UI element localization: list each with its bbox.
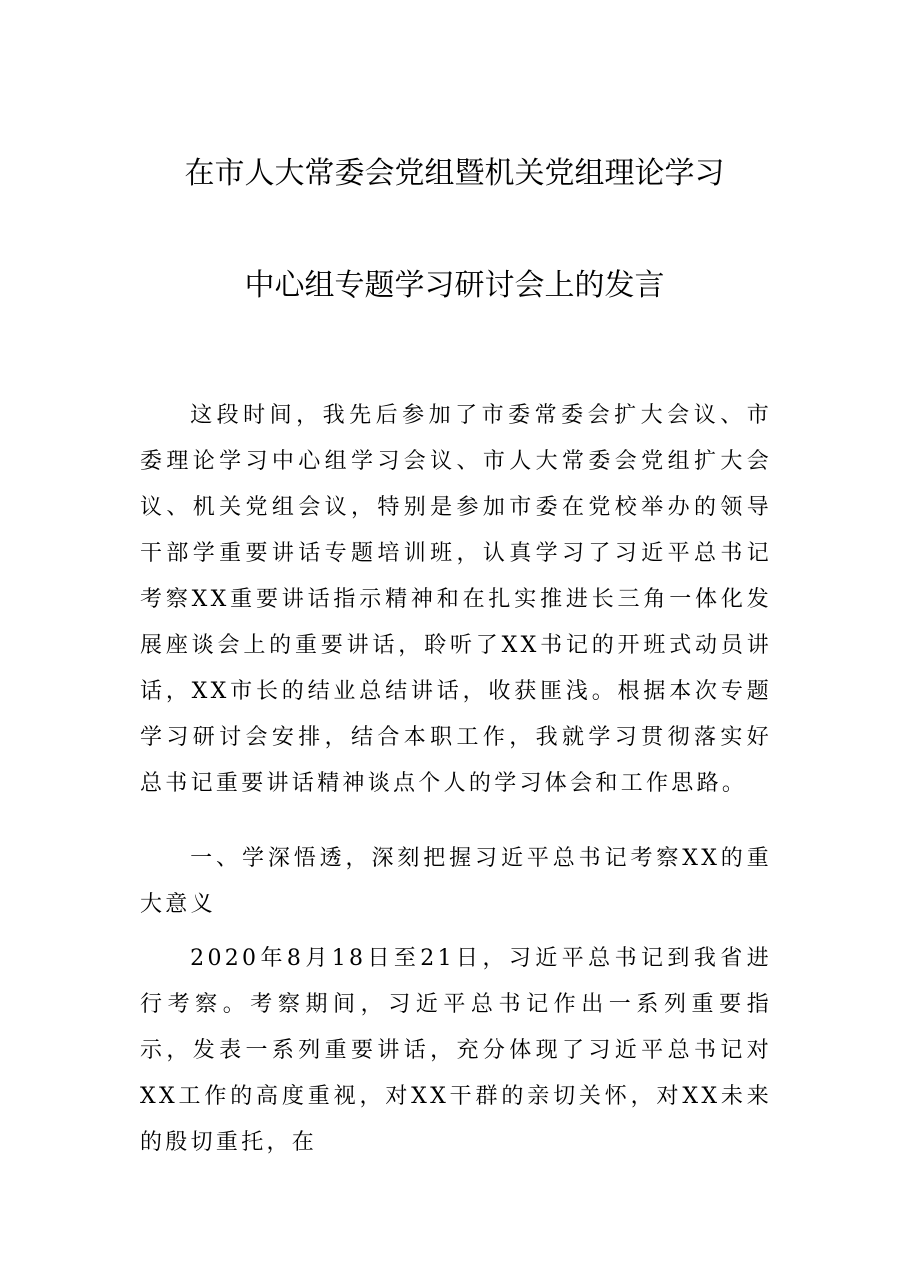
document-title-line-2: 中心组专题学习研讨会上的发言 bbox=[244, 268, 665, 303]
body-paragraph-section-1: 2020年8月18日至21日，习近平总书记到我省进行考察。考察期间，习近平总书记作出一系列重要指示，发表一系列重要讲话，充分体现了习近平总书记对XX工作的高度重视，对XX干群的亲切关怀，对XX未来的殷切重托，在 bbox=[140, 946, 772, 1155]
section-heading-1: 一、学深悟透，深刻把握习近平总书记考察XX的重大意义 bbox=[140, 846, 772, 917]
document-title-line-1: 在市人大常委会党组暨机关党组理论学习 bbox=[184, 156, 725, 191]
body-paragraph-intro: 这段时间，我先后参加了市委常委会扩大会议、市委理论学习中心组学习会议、市人大常委会党组扩大会议、机关党组会议，特别是参加市委在党校举办的领导干部学重要讲话专题培训班，认真学习了习近平总书记考察XX重要讲话指示精神和在扎实推进长三角一体化发展座谈会上的重要讲话，聆听了XX书记的开班式动员讲话，XX市长的结业总结讲话，收获匪浅。根据本次专题学习研讨会安排，结合本职工作，我就学习贯彻落实好总书记重要讲话精神谈点个人的学习体会和工作思路。 bbox=[140, 403, 772, 796]
